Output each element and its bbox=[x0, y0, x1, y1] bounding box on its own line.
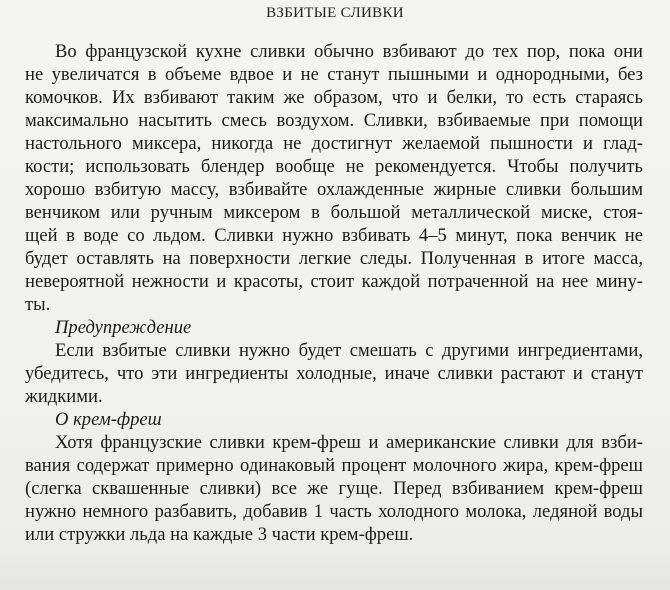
paragraph-line: щей в воде со льдом. Сливки нужно взбивать 4–5 минут, пока венчик не bbox=[25, 225, 643, 246]
paragraph-line: жидкими. bbox=[25, 386, 103, 407]
paragraph-line: Если взбитые сливки нужно будет смешать с другими ингредиентами, bbox=[55, 340, 643, 361]
paragraph-line: максимально насытить смесь воздухом. Сливки, взбиваемые при помощи bbox=[25, 110, 643, 131]
paragraph-line: ты. bbox=[25, 294, 51, 315]
paragraph-line: (слегка сквашенные сливки) все же гуще. Перед взбиванием крем-фреш bbox=[25, 478, 643, 499]
page-title: ВЗБИТЫЕ СЛИВКИ bbox=[266, 5, 404, 21]
paragraph-line: Хотя французские сливки крем-фреш и американские сливки для взби- bbox=[55, 432, 643, 453]
paragraph-line: кости; использовать блендер вообще не рекомендуется. Чтобы получить bbox=[25, 156, 643, 177]
paragraph-line: не увеличатся в объеме вдвое и не станут пышными и однородными, без bbox=[25, 64, 643, 85]
page-shadow bbox=[0, 550, 670, 590]
warning-heading: Предупреждение bbox=[55, 317, 192, 338]
paragraph-line: комочков. Их взбивают таким же образом, что и белки, то есть стараясь bbox=[25, 87, 643, 108]
paragraph-line: будет оставлять на поверхности легкие следы. Полученная в итоге масса, bbox=[25, 248, 643, 269]
paragraph-line: Во французской кухне сливки обычно взбивают до тех пор, пока они bbox=[55, 41, 643, 62]
creme-fraiche-heading: О крем-фреш bbox=[55, 409, 162, 430]
paragraph-line: хорошо взбитую массу, взбивайте охлажденные жирные сливки большим bbox=[25, 179, 643, 200]
paragraph-line: убедитесь, что эти ингредиенты холодные, иначе сливки растают и станут bbox=[25, 363, 643, 384]
paragraph-line: невероятной нежности и красоты, стоит каждой потраченной на нее мину- bbox=[25, 271, 643, 292]
paragraph-line: вания содержат примерно одинаковый процент молочного жира, крем-фреш bbox=[25, 455, 643, 476]
paragraph-line: венчиком или ручным миксером в большой металлической миске, стоя- bbox=[25, 202, 643, 223]
paragraph-line: нужно немного разбавить, добавив 1 часть холодного молока, ледяной воды bbox=[25, 501, 643, 522]
paragraph-line: настольного миксера, никогда не достигнут желаемой пышности и глад- bbox=[25, 133, 643, 154]
paragraph-line: или стружки льда на каждые 3 части крем-фреш. bbox=[25, 524, 414, 545]
